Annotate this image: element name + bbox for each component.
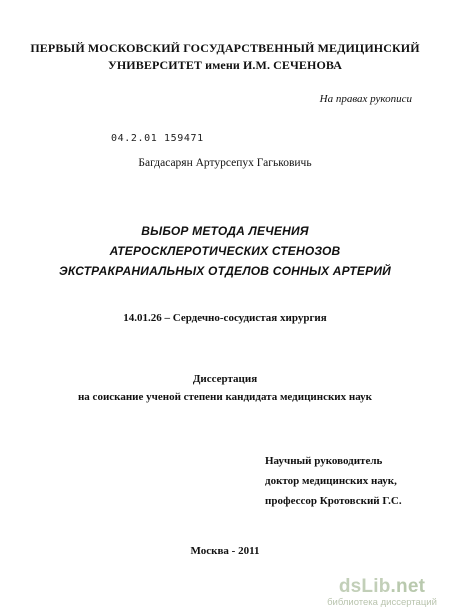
title-line-3: ЭКСТРАКРАНИАЛЬНЫХ ОТДЕЛОВ СОННЫХ АРТЕРИЙ xyxy=(59,264,391,278)
supervisor-name: профессор Кротовский Г.С. xyxy=(265,495,402,507)
supervisor-role: Научный руководитель xyxy=(265,455,383,467)
title-line-1: ВЫБОР МЕТОДА ЛЕЧЕНИЯ xyxy=(141,224,309,238)
place-year: Москва - 2011 xyxy=(190,545,260,557)
manuscript-note: На правах рукописи xyxy=(319,93,412,105)
author-name: Багдасарян Артурсепух Гагьковичь xyxy=(138,157,312,169)
watermark-tagline: библиотека диссертаций xyxy=(327,597,437,608)
supervisor-degree: доктор медицинских наук, xyxy=(265,475,397,487)
institution-line-1: ПЕРВЫЙ МОСКОВСКИЙ ГОСУДАРСТВЕННЫЙ МЕДИЦИНСКИЙ xyxy=(30,41,420,55)
dissertation-heading: Диссертация xyxy=(192,373,258,385)
specialty-code: 14.01.26 – Сердечно-сосудистая хирургия xyxy=(123,312,327,324)
watermark-logo-suffix: .net xyxy=(390,576,426,597)
watermark-logo-main: dsLib xyxy=(338,576,391,597)
degree-purpose: на соискание ученой степени кандидата медицинских наук xyxy=(77,391,373,403)
watermark-logo xyxy=(322,577,442,609)
registry-code-stamp: 04.2.01 159471 xyxy=(111,133,204,144)
institution-line-2: УНИВЕРСИТЕТ имени И.М. СЕЧЕНОВА xyxy=(107,58,343,72)
title-line-2: АТЕРОСКЛЕРОТИЧЕСКИХ СТЕНОЗОВ xyxy=(109,244,341,258)
